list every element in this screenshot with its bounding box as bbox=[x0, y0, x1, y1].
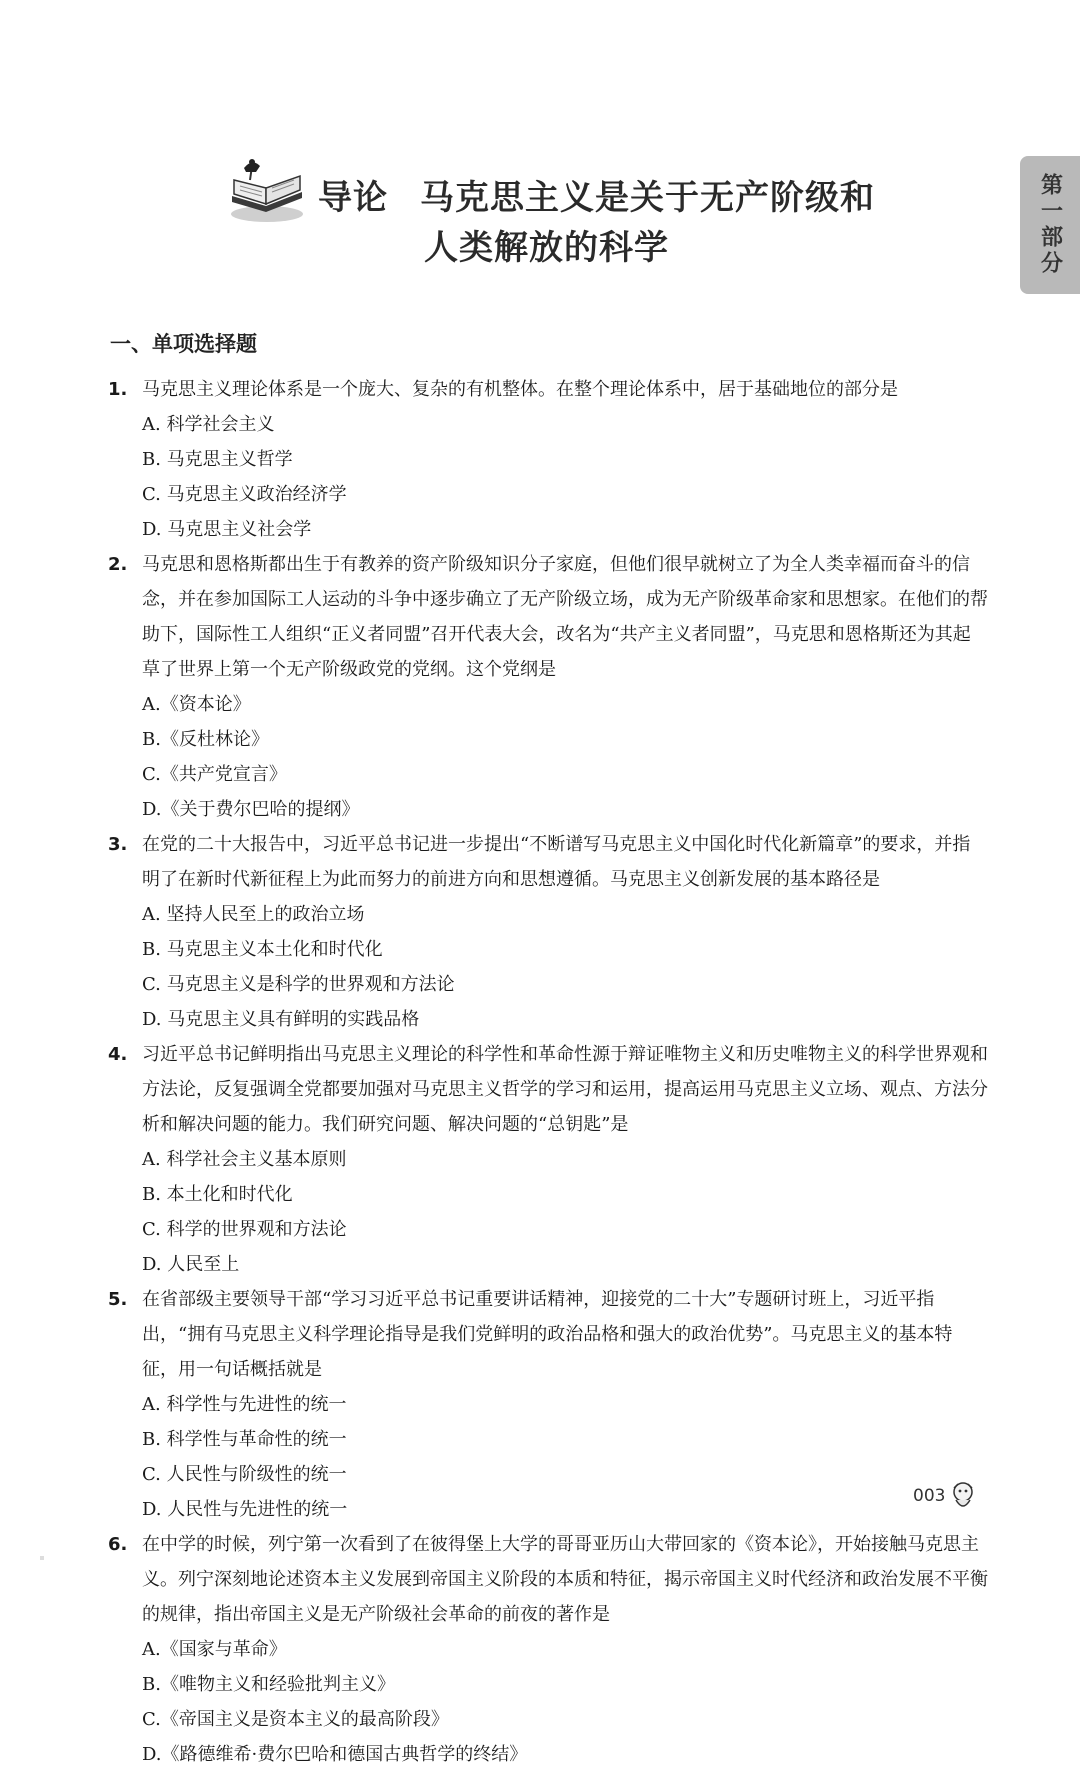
option-c: C.《共产党宣言》 bbox=[142, 764, 287, 785]
option-d: D.《路德维希·费尔巴哈和德国古典哲学的终结》 bbox=[142, 1744, 528, 1765]
question-stem: 在党的二十大报告中，习近平总书记进一步提出“不断谱写马克思主义中国化时代化新篇章”的要求，并指明了在新时代新征程上为此而努力的前进方向和思想遵循。马克思主义创新发展的基本路径是 bbox=[142, 834, 971, 890]
chapter-title-line2: 人类解放的科学 bbox=[424, 228, 669, 268]
question-5 bbox=[108, 1282, 988, 1527]
option-a: A. 坚持人民至上的政治立场 bbox=[142, 904, 365, 925]
question-6 bbox=[108, 1527, 988, 1772]
option-c: C. 科学的世界观和方法论 bbox=[142, 1219, 347, 1240]
part-side-tab-label: 第一部分 bbox=[1037, 173, 1063, 277]
question-stem: 习近平总书记鲜明指出马克思主义理论的科学性和革命性源于辩证唯物主义和历史唯物主义的科学世界观和方法论，反复强调全党都要加强对马克思主义哲学的学习和运用，提高运用马克思主义立场、观点、方法分析和解决问题的能力。我们研究问题、解决问题的“总钥匙”是 bbox=[142, 1044, 988, 1135]
question-list bbox=[108, 372, 988, 1772]
option-a: A. 科学社会主义 bbox=[142, 414, 275, 435]
option-c: C. 人民性与阶级性的统一 bbox=[142, 1464, 347, 1485]
question-stem: 在省部级主要领导干部“学习习近平总书记重要讲话精神，迎接党的二十大”专题研讨班上，习近平指出，“拥有马克思主义科学理论指导是我们党鲜明的政治品格和强大的政治优势”。马克思主义的基本特征，用一句话概括就是 bbox=[142, 1289, 953, 1380]
option-a: A. 科学性与先进性的统一 bbox=[142, 1394, 347, 1415]
chapter-label: 导论 bbox=[318, 178, 388, 218]
question-number: 3. bbox=[108, 834, 128, 855]
option-a: A. 科学社会主义基本原则 bbox=[142, 1149, 347, 1170]
option-list bbox=[142, 1387, 988, 1527]
question-number: 2. bbox=[108, 554, 128, 575]
question-stem: 在中学的时候，列宁第一次看到了在彼得堡上大学的哥哥亚历山大带回家的《资本论》，开始接触马克思主义。列宁深刻地论述资本主义发展到帝国主义阶段的本质和特征，揭示帝国主义时代经济和政治发展不平衡的规律，指出帝国主义是无产阶级社会革命的前夜的著作是 bbox=[142, 1534, 988, 1625]
option-c: C. 马克思主义政治经济学 bbox=[142, 484, 347, 505]
option-list bbox=[142, 687, 988, 827]
section-heading: 一、单项选择题 bbox=[110, 332, 257, 356]
option-c: C. 马克思主义是科学的世界观和方法论 bbox=[142, 974, 455, 995]
option-a: A.《资本论》 bbox=[142, 694, 251, 715]
option-d: D. 人民至上 bbox=[142, 1254, 240, 1275]
question-stem: 马克思和恩格斯都出生于有教养的资产阶级知识分子家庭，但他们很早就树立了为全人类幸福而奋斗的信念，并在参加国际工人运动的斗争中逐步确立了无产阶级立场，成为无产阶级革命家和思想家。在他们的帮助下，国际性工人组织“正义者同盟”召开代表大会，改名为“共产主义者同盟”，马克思和恩格斯还为其起草了世界上第一个无产阶级政党的党纲。这个党纲是 bbox=[142, 554, 988, 680]
question-1 bbox=[108, 372, 988, 547]
scan-mark bbox=[40, 1556, 44, 1560]
chapter-title-block bbox=[226, 150, 875, 270]
question-number: 4. bbox=[108, 1044, 128, 1065]
question-stem: 马克思主义理论体系是一个庞大、复杂的有机整体。在整个理论体系中，居于基础地位的部分是 bbox=[142, 379, 898, 400]
option-b: B. 马克思主义哲学 bbox=[142, 449, 293, 470]
option-list bbox=[142, 1632, 988, 1772]
chapter-title-text: 马克思主义是关于无产阶级和 bbox=[420, 178, 875, 218]
question-number: 1. bbox=[108, 379, 128, 400]
part-side-tab bbox=[1020, 156, 1080, 294]
option-list bbox=[142, 897, 988, 1037]
option-b: B. 本土化和时代化 bbox=[142, 1184, 293, 1205]
option-b: B. 马克思主义本土化和时代化 bbox=[142, 939, 383, 960]
mascot-icon bbox=[948, 1480, 978, 1514]
option-d: D. 马克思主义社会学 bbox=[142, 519, 312, 540]
option-d: D. 人民性与先进性的统一 bbox=[142, 1499, 348, 1520]
option-b: B.《反杜林论》 bbox=[142, 729, 269, 750]
option-b: B.《唯物主义和经验批判主义》 bbox=[142, 1674, 395, 1695]
option-b: B. 科学性与革命性的统一 bbox=[142, 1429, 347, 1450]
option-a: A.《国家与革命》 bbox=[142, 1639, 287, 1660]
book-lamp-icon bbox=[226, 158, 308, 226]
question-number: 6. bbox=[108, 1534, 128, 1555]
question-number: 5. bbox=[108, 1289, 128, 1310]
option-d: D.《关于费尔巴哈的提纲》 bbox=[142, 799, 360, 820]
option-d: D. 马克思主义具有鲜明的实践品格 bbox=[142, 1009, 420, 1030]
question-2 bbox=[108, 547, 988, 827]
chapter-title-line1 bbox=[318, 170, 875, 219]
option-list bbox=[142, 1142, 988, 1282]
option-c: C.《帝国主义是资本主义的最高阶段》 bbox=[142, 1709, 449, 1730]
question-3 bbox=[108, 827, 988, 1037]
option-list bbox=[142, 407, 988, 547]
page-number: 003 bbox=[913, 1486, 946, 1506]
question-4 bbox=[108, 1037, 988, 1282]
